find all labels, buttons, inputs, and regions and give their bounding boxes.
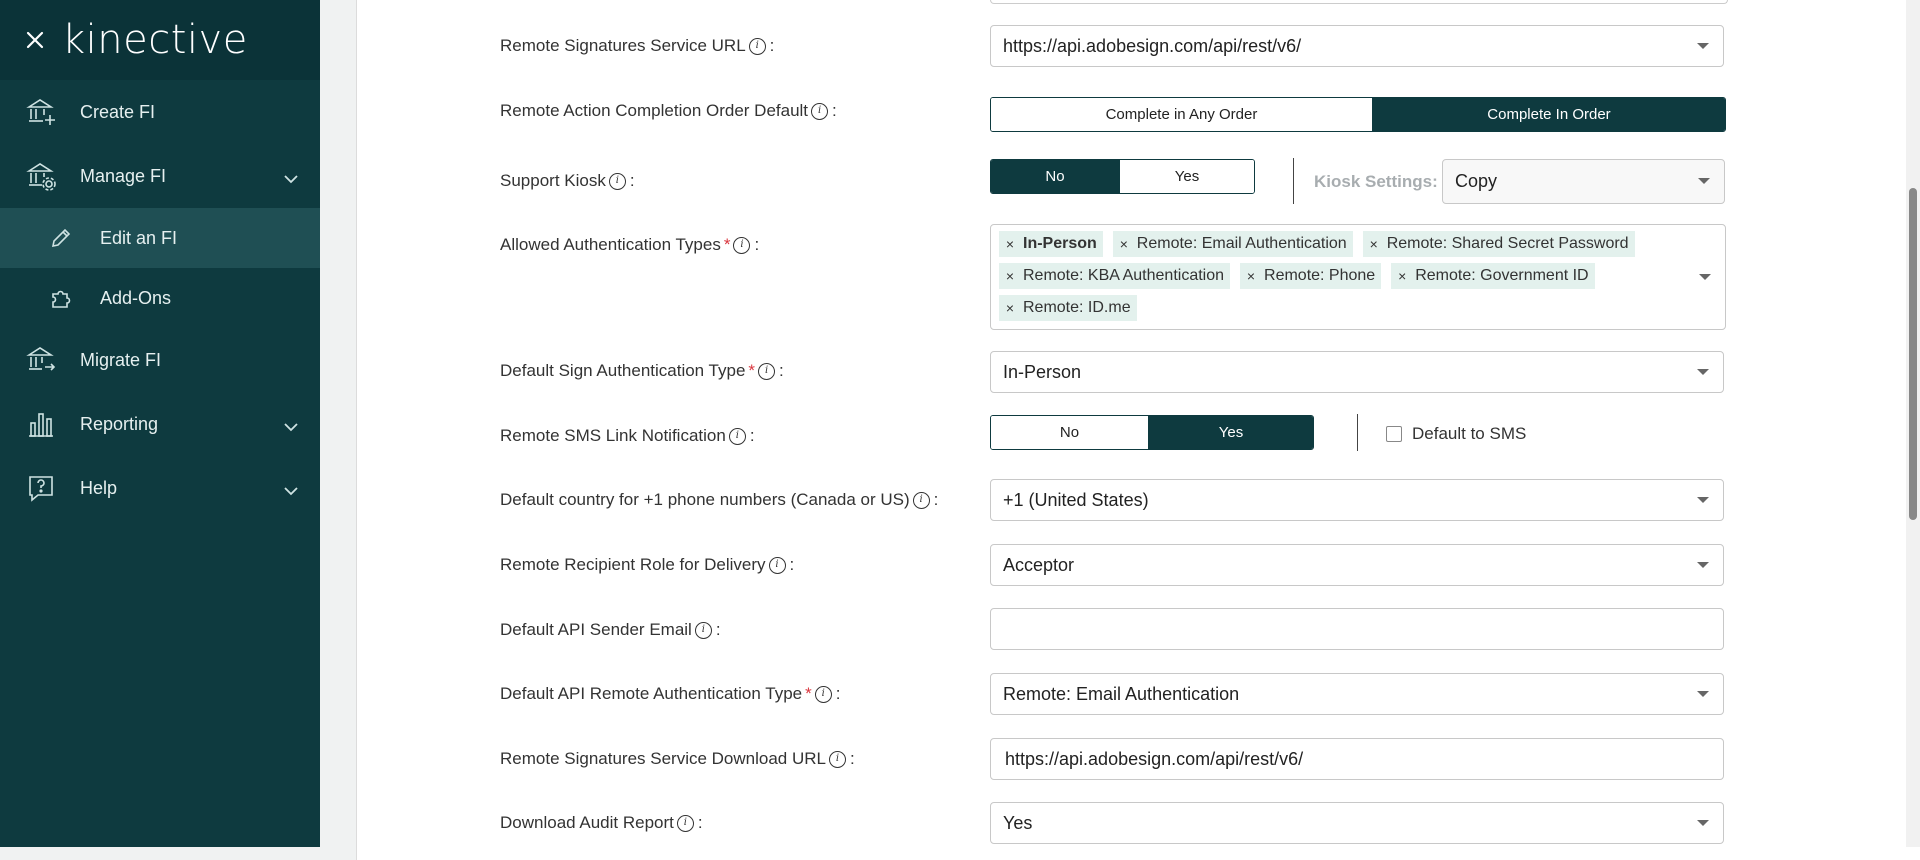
support-kiosk-toggle [990, 159, 1255, 194]
required-asterisk: * [723, 235, 731, 254]
tag [1240, 263, 1381, 289]
input-value: https://api.adobesign.com/api/rest/v6/ [1005, 748, 1304, 769]
tag [999, 295, 1137, 321]
kiosk-settings-select[interactable] [1442, 159, 1725, 204]
caret-down-icon [1697, 691, 1709, 697]
api-remote-auth-select[interactable] [990, 673, 1724, 715]
sidebar-nav [0, 80, 320, 520]
info-icon[interactable]: i [829, 751, 846, 768]
complete-any-order-option[interactable]: Complete in Any Order [991, 98, 1372, 131]
sms-link-label: Remote SMS Link Notification i : [500, 426, 755, 445]
required-asterisk: * [805, 684, 812, 703]
remote-sig-url-select[interactable] [990, 25, 1724, 67]
audit-report-select[interactable] [990, 802, 1724, 844]
sms-no-option[interactable]: No [991, 416, 1148, 449]
remove-tag-icon[interactable]: × [1005, 268, 1015, 284]
caret-down-icon [1697, 497, 1709, 503]
api-sender-email-input[interactable] [990, 608, 1724, 650]
completion-order-label: Remote Action Completion Order Default i : [500, 101, 837, 120]
select-value: Remote: Email Authentication [1003, 683, 1240, 704]
kiosk-settings-label: Kiosk Settings: [1314, 172, 1438, 191]
label-text: Support Kiosk [500, 171, 606, 190]
select-value: Yes [1003, 812, 1033, 833]
bank-plus-icon [24, 95, 58, 129]
sidebar-item-reporting[interactable] [0, 392, 320, 456]
bar-chart-icon [24, 407, 58, 441]
info-icon[interactable]: i [769, 557, 786, 574]
info-icon[interactable]: i [677, 815, 694, 832]
download-url-label: Remote Signatures Service Download URL i : [500, 749, 855, 768]
chevron-down-icon[interactable] [284, 480, 298, 501]
divider [1357, 414, 1358, 451]
label-text: Default API Remote Authentication Type [500, 684, 803, 703]
remove-tag-icon[interactable]: × [1005, 300, 1015, 316]
select-value: https://api.adobesign.com/api/rest/v6/ [1003, 35, 1302, 56]
info-icon[interactable]: i [758, 363, 775, 380]
tag [1363, 231, 1635, 257]
select-value: In-Person [1003, 361, 1082, 382]
info-icon[interactable]: i [749, 38, 766, 55]
label-text: Remote SMS Link Notification [500, 426, 726, 445]
label-text: Remote Signatures Service URL [500, 36, 746, 55]
select-value: Copy [1455, 171, 1498, 191]
info-icon[interactable]: i [609, 173, 626, 190]
default-country-select[interactable] [990, 479, 1724, 521]
remote-sig-url-label: Remote Signatures Service URL i : [500, 36, 775, 55]
kinective-logo: kinective [62, 17, 248, 63]
select-value: Acceptor [1003, 554, 1075, 575]
label-text: Default country for +1 phone numbers (Canada or US) [500, 490, 910, 509]
completion-order-toggle [990, 97, 1726, 132]
pencil-icon [48, 225, 74, 251]
checkbox-label: Default to SMS [1412, 424, 1527, 443]
chevron-down-icon[interactable] [284, 416, 298, 437]
caret-down-icon [1697, 562, 1709, 568]
sidebar-item-add-ons[interactable] [0, 268, 320, 328]
sidebar-item-label: Reporting [80, 413, 159, 434]
caret-down-icon [1697, 820, 1709, 826]
required-asterisk: * [748, 361, 756, 380]
sidebar-item-label: Manage FI [80, 165, 167, 186]
sms-link-toggle [990, 415, 1314, 450]
previous-field-edge[interactable] [990, 0, 1728, 4]
recipient-role-select[interactable] [990, 544, 1724, 586]
tag-label: Remote: KBA Authentication [1023, 267, 1225, 284]
caret-down-icon [1698, 178, 1710, 184]
remove-tag-icon[interactable]: × [1398, 268, 1407, 284]
remove-tag-icon[interactable]: × [1246, 268, 1256, 284]
bank-gear-icon [24, 159, 58, 193]
sidebar-item-edit-fi[interactable] [0, 208, 320, 268]
tag [999, 231, 1103, 257]
chevron-down-icon[interactable] [284, 168, 298, 189]
sidebar-item-label: Help [80, 477, 118, 498]
scrollbar[interactable] [1906, 0, 1920, 847]
tag-list [999, 231, 1679, 321]
label-text: Allowed Authentication Types [500, 235, 721, 254]
info-icon[interactable]: i [695, 622, 712, 639]
tag [1391, 263, 1594, 289]
tag-label: Remote: Government ID [1415, 267, 1589, 284]
sidebar-item-help[interactable] [0, 456, 320, 520]
info-icon[interactable]: i [811, 103, 828, 120]
sms-yes-option[interactable]: Yes [1148, 416, 1313, 449]
remove-tag-icon[interactable]: × [1005, 236, 1015, 252]
label-text: Default API Sender Email [500, 620, 692, 639]
caret-down-icon [1697, 369, 1709, 375]
label-text: Remote Signatures Service Download URL [500, 749, 826, 768]
puzzle-icon [48, 285, 74, 311]
tag-label: Remote: Email Authentication [1136, 235, 1347, 252]
api-remote-auth-label: Default API Remote Authentication Type * i : [500, 684, 841, 703]
label-text: Download Audit Report [500, 813, 674, 832]
complete-in-order-option[interactable]: Complete In Order [1372, 98, 1725, 131]
default-sign-auth-select[interactable] [990, 351, 1724, 393]
tag-label: Remote: Phone [1264, 267, 1376, 284]
close-icon[interactable] [24, 29, 46, 51]
info-icon[interactable]: i [729, 428, 746, 445]
sidebar-item-create-fi[interactable] [0, 80, 320, 144]
sidebar-item-migrate-fi[interactable] [0, 328, 320, 392]
sidebar-item-label: Edit an FI [100, 227, 178, 248]
scrollbar-thumb[interactable] [1909, 188, 1917, 520]
audit-report-label: Download Audit Report i : [500, 813, 703, 832]
checkbox-box[interactable] [1386, 426, 1402, 442]
divider [1293, 158, 1294, 204]
sidebar-item-manage-fi[interactable] [0, 144, 320, 208]
sidebar [0, 0, 320, 847]
label-text: Remote Action Completion Order Default [500, 101, 809, 120]
info-icon[interactable]: i [913, 492, 930, 509]
info-icon[interactable]: i [733, 237, 750, 254]
download-url-input[interactable] [990, 738, 1724, 780]
tag-label: Remote: Shared Secret Password [1386, 235, 1629, 252]
tag [999, 263, 1230, 289]
sidebar-item-label: Migrate FI [80, 349, 162, 370]
brand-bar [0, 0, 320, 80]
kiosk-yes-option[interactable]: Yes [1119, 160, 1254, 193]
info-icon[interactable]: i [815, 686, 832, 703]
help-bubble-icon [24, 471, 58, 505]
label-text: Remote Recipient Role for Delivery [500, 555, 766, 574]
tag [1113, 231, 1353, 257]
remove-tag-icon[interactable]: × [1119, 236, 1128, 252]
tag-label: Remote: ID.me [1023, 299, 1131, 316]
select-value: +1 (United States) [1003, 489, 1149, 510]
support-kiosk-label: Support Kiosk i : [500, 171, 635, 190]
tag-label: In-Person [1023, 235, 1097, 252]
recipient-role-label: Remote Recipient Role for Delivery i : [500, 555, 795, 574]
caret-down-icon [1697, 43, 1709, 49]
label-text: Default Sign Authentication Type [500, 361, 746, 380]
default-sign-auth-label: Default Sign Authentication Type * i : [500, 361, 784, 380]
sidebar-item-label: Add-Ons [100, 287, 172, 308]
kiosk-no-option[interactable]: No [991, 160, 1119, 193]
allowed-auth-label: Allowed Authentication Types * i : [500, 235, 760, 254]
default-country-label: Default country for +1 phone numbers (Canada or US) i : [500, 490, 939, 509]
remove-tag-icon[interactable]: × [1369, 236, 1378, 252]
default-to-sms-checkbox[interactable] [1386, 424, 1526, 444]
allowed-auth-multiselect[interactable] [990, 224, 1726, 330]
sidebar-item-label: Create FI [80, 101, 156, 122]
bank-arrow-icon [24, 343, 58, 377]
api-sender-email-label: Default API Sender Email i : [500, 620, 721, 639]
caret-down-icon [1699, 274, 1711, 280]
